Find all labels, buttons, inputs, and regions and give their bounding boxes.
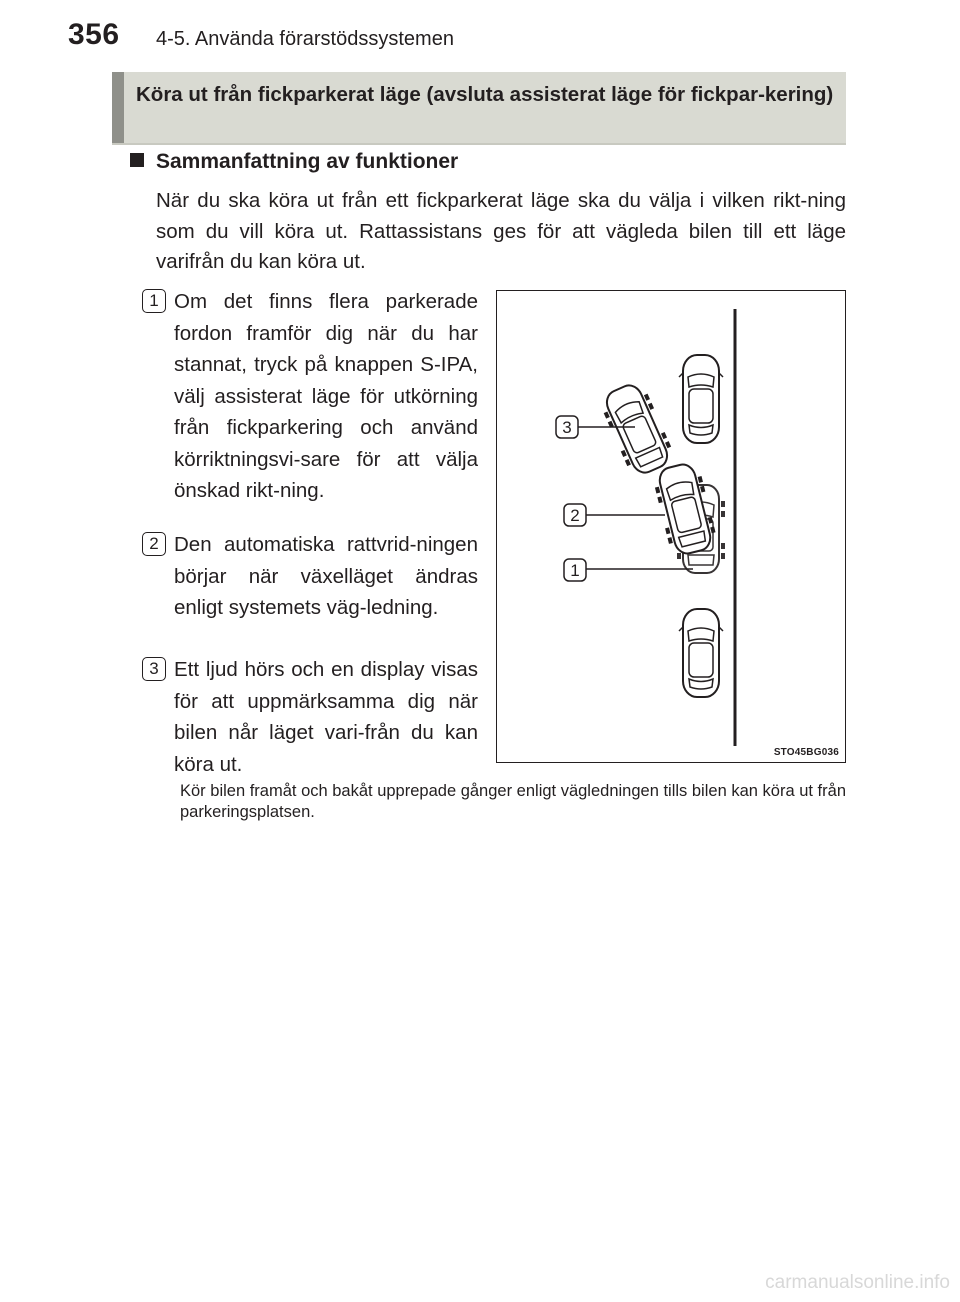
- step-3: [142, 654, 478, 780]
- page-number: 356: [68, 18, 120, 51]
- parked-car-rear: [679, 609, 723, 697]
- step-number-badge: 3: [142, 657, 166, 681]
- ego-car-position-3: [599, 380, 675, 478]
- note-text: Kör bilen framåt och bakåt upprepade gånger enligt vägledningen tills bilen kan köra ut från parkeringsplatsen.: [180, 782, 846, 821]
- bullet-square-icon: [130, 153, 144, 167]
- step-2: [142, 529, 478, 624]
- svg-text:3: 3: [562, 418, 572, 437]
- summary-heading-text: Sammanfattning av funktioner: [156, 150, 459, 173]
- step-text: Ett ljud hörs och en display visas för att uppmärksamma dig när bilen når läget vari-från du kan köra ut.: [174, 658, 478, 776]
- callout-2: [564, 504, 665, 526]
- parked-car-front: [679, 355, 723, 443]
- step-1: [142, 286, 478, 507]
- watermark: carmanualsonline.info: [765, 1272, 950, 1293]
- step-number-badge: 2: [142, 532, 166, 556]
- section-header-text: Köra ut från fickparkerat läge (avsluta assisterat läge för fickpar-kering): [136, 83, 834, 106]
- svg-text:1: 1: [570, 561, 580, 580]
- figure-code: STO45BG036: [773, 747, 839, 758]
- parking-diagram: [496, 290, 846, 763]
- section-header: [112, 72, 846, 145]
- summary-heading: [130, 150, 458, 174]
- chapter-title: 4-5. Använda förarstödssystemen: [156, 28, 454, 50]
- callout-1: [564, 559, 693, 581]
- section-header-bar: [112, 72, 124, 143]
- step-text: Den automatiska rattvrid-ningen börjar när växelläget ändras enligt systemets väg-ledning.: [174, 533, 478, 619]
- summary-body: När du ska köra ut från ett fickparkerat läge ska du välja i vilken rikt-ning som du vill köra ut. Rattassistans ges för att vägleda bilen till ett läge varifrån du kan köra ut.: [156, 189, 846, 273]
- step-text: Om det finns flera parkerade fordon framför dig när du har stannat, tryck på knappen S-IPA, välj assisterat läge för utkörning från fickparkering och använd körriktningsvi-sare för att välja önskad rikt-ning.: [174, 290, 478, 502]
- parking-diagram-illustration: [497, 291, 847, 764]
- svg-text:2: 2: [570, 506, 580, 525]
- step-number-badge: 1: [142, 289, 166, 313]
